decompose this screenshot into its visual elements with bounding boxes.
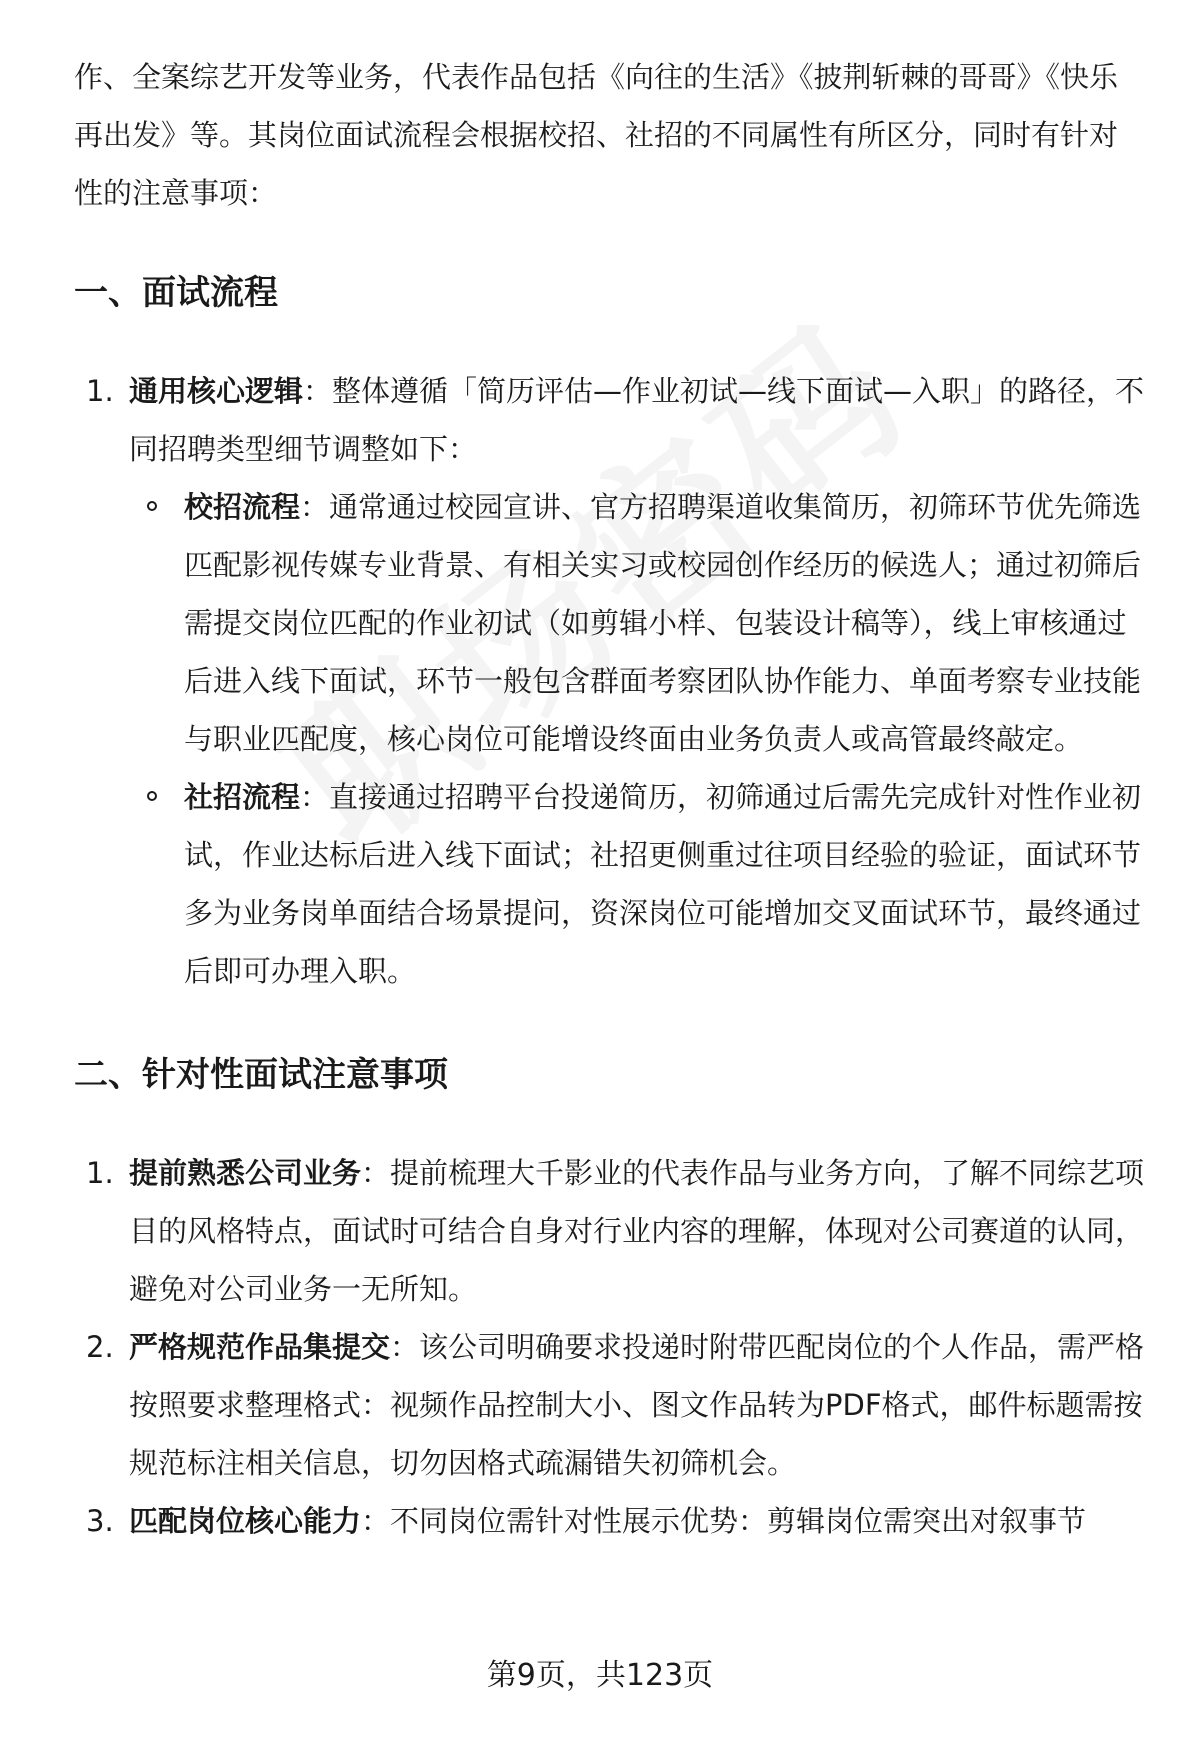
list-item xyxy=(74,362,1146,1000)
sub-list-item xyxy=(129,478,1146,768)
item-text: ：该公司明确要求投递时附带匹配岗位的个人作品，需严格按照要求整理格式：视频作品控制大小、图文作品转为PDF格式，邮件标题需按规范标注相关信息，切勿因格式疏漏错失初筛机会。 xyxy=(129,1330,1145,1480)
sub-list-item xyxy=(129,768,1146,1000)
section-heading-interview-tips: 二、针对性面试注意事项 xyxy=(74,1055,448,1095)
item-text: ：提前梳理大千影业的代表作品与业务方向，了解不同综艺项目的风格特点，面试时可结合自身对行业内容的理解，体现对公司赛道的认同，避免对公司业务一无所知。 xyxy=(129,1156,1145,1306)
list-item xyxy=(74,1492,1146,1550)
hollow-bullet-icon xyxy=(147,791,157,801)
item-text: ：整体遵循「简历评估—作业初试—线下面试—入职」的路径，不同招聘类型细节调整如下： xyxy=(129,374,1145,466)
hollow-bullet-icon xyxy=(147,501,157,511)
item-term: 匹配岗位核心能力 xyxy=(129,1504,362,1538)
section-heading-interview-process: 一、面试流程 xyxy=(74,273,278,313)
list-item xyxy=(74,1144,1146,1318)
interview-tips-list xyxy=(74,1144,1146,1550)
item-term: 严格规范作品集提交 xyxy=(129,1330,391,1364)
item-term: 校招流程 xyxy=(184,490,301,524)
item-term: 社招流程 xyxy=(184,780,301,814)
intro-paragraph: 作、全案综艺开发等业务，代表作品包括《向往的生活》《披荆斩棘的哥哥》《快乐再出发》等。其岗位面试流程会根据校招、社招的不同属性有所区分，同时有针对性的注意事项： xyxy=(74,60,1119,210)
item-term: 通用核心逻辑 xyxy=(129,374,304,408)
item-text: ：直接通过招聘平台投递简历，初筛通过后需先完成针对性作业初试，作业达标后进入线下面试；社招更侧重过往项目经验的验证，面试环节多为业务岗单面结合场景提问，资深岗位可能增加交叉面试环节，最终通过后即可办理入职。 xyxy=(184,780,1142,988)
document-content xyxy=(74,48,1146,1550)
item-text: ：不同岗位需针对性展示优势：剪辑岗位需突出对叙事节 xyxy=(361,1504,1087,1538)
list-item xyxy=(74,1318,1146,1492)
interview-process-list xyxy=(74,362,1146,1000)
item-term: 提前熟悉公司业务 xyxy=(129,1156,362,1190)
page-number-footer: 第9页，共123页 xyxy=(486,1658,714,1693)
list-number: 2. xyxy=(86,1330,114,1364)
list-number: 1. xyxy=(86,1156,114,1190)
list-number: 3. xyxy=(86,1504,114,1538)
item-text: ：通常通过校园宣讲、官方招聘渠道收集简历，初筛环节优先筛选匹配影视传媒专业背景、有相关实习或校园创作经历的候选人；通过初筛后需提交岗位匹配的作业初试（如剪辑小样、包装设计稿等），线上审核通过后进入线下面试，环节一般包含群面考察团队协作能力、单面考察专业技能与职业匹配度，核心岗位可能增设终面由业务负责人或高管最终敲定。 xyxy=(184,490,1142,756)
list-number: 1. xyxy=(86,374,114,408)
sub-list xyxy=(129,478,1146,1000)
